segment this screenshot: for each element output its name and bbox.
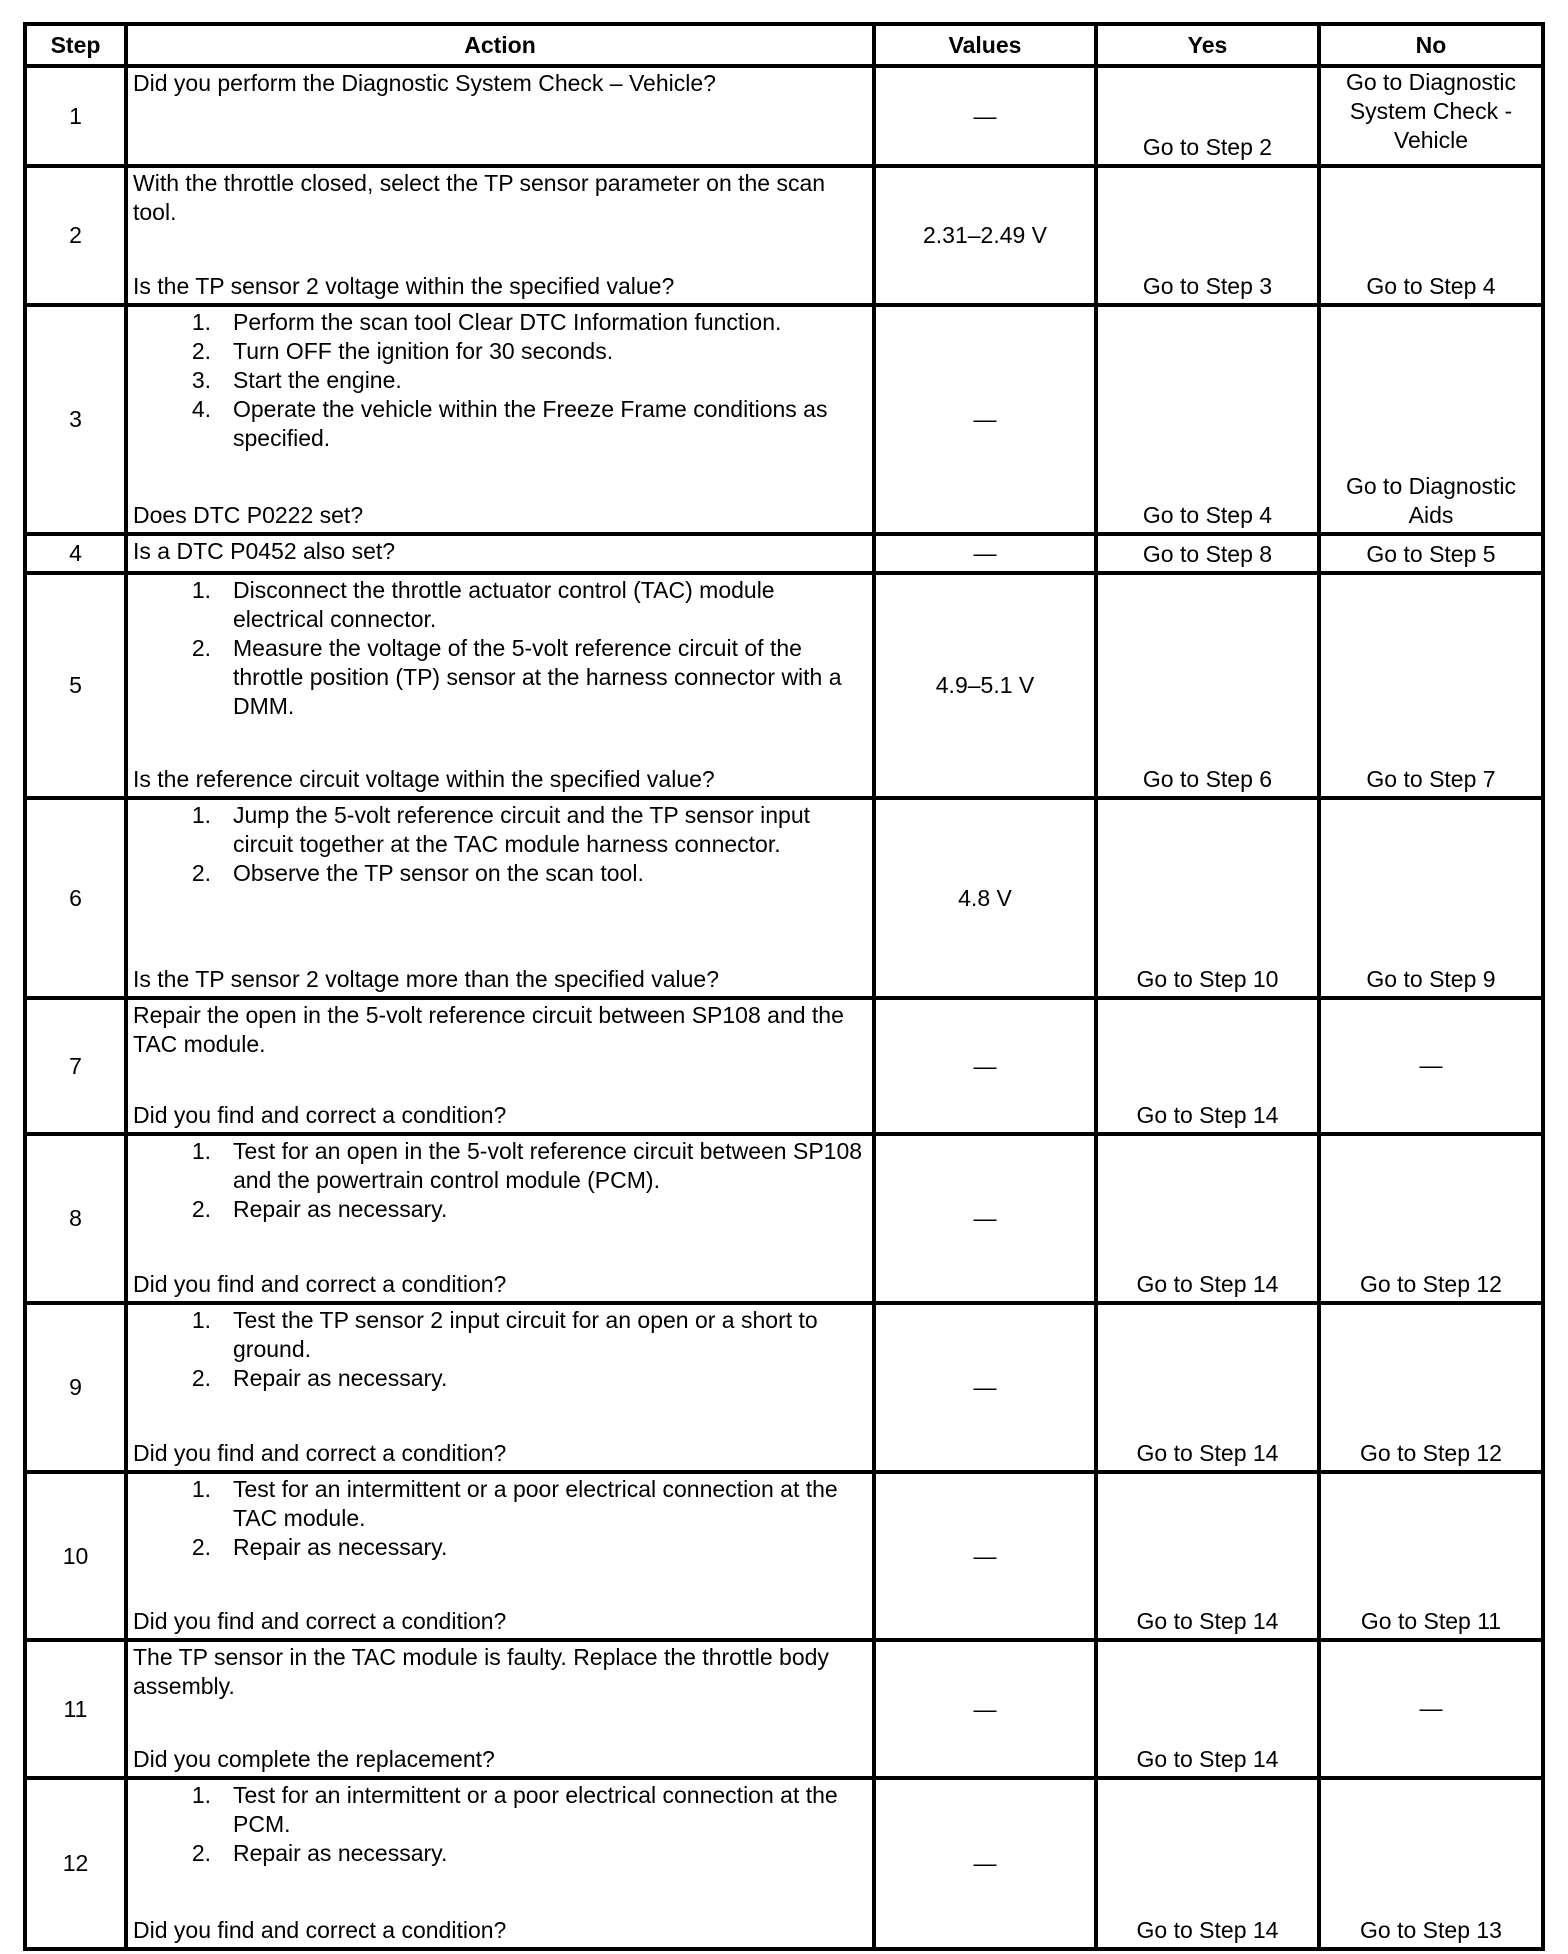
action-cell [126, 305, 874, 534]
yes-cell: Go to Step 8 [1096, 534, 1319, 573]
values-cell: — [874, 305, 1096, 534]
action-cell [126, 66, 874, 166]
table-row [25, 1303, 1543, 1472]
values-cell: — [874, 998, 1096, 1134]
list-number: 4. [191, 396, 211, 422]
header-yes: Yes [1096, 24, 1319, 66]
action-list-item [133, 576, 867, 634]
list-text: Operate the vehicle within the Freeze Frame conditions as specified. [233, 396, 828, 451]
table-row [25, 534, 1543, 573]
action-question: Is the TP sensor 2 voltage within the specified value? [133, 273, 675, 299]
step-cell: 11 [25, 1640, 126, 1778]
step-cell: 8 [25, 1134, 126, 1303]
action-steps [133, 576, 867, 721]
list-number: 1. [191, 1138, 211, 1164]
list-number: 2. [191, 1365, 211, 1391]
action-text: With the throttle closed, select the TP sensor parameter on the scan tool. [133, 170, 826, 225]
no-cell: Go to Diagnostic System Check - Vehicle [1319, 66, 1543, 166]
yes-cell: Go to Step 14 [1096, 1303, 1319, 1472]
action-content [128, 536, 872, 571]
step-cell: 10 [25, 1472, 126, 1640]
action-content [128, 575, 872, 796]
values-cell: 4.8 V [874, 798, 1096, 998]
action-content [128, 1000, 872, 1132]
yes-cell: Go to Step 14 [1096, 1640, 1319, 1778]
action-list-item [133, 1137, 867, 1195]
action-question: Is the reference circuit voltage within the specified value? [133, 766, 715, 792]
table-row [25, 1640, 1543, 1778]
no-cell: Go to Step 12 [1319, 1303, 1543, 1472]
table-row [25, 305, 1543, 534]
action-cell [126, 1778, 874, 1949]
no-cell: Go to Diagnostic Aids [1319, 305, 1543, 534]
list-text: Jump the 5-volt reference circuit and the TP sensor input circuit together at the TAC module harness connector. [233, 802, 811, 857]
step-cell: 4 [25, 534, 126, 573]
action-cell [126, 998, 874, 1134]
action-cell [126, 1134, 874, 1303]
values-cell: — [874, 1134, 1096, 1303]
action-steps [133, 1781, 867, 1868]
list-text: Test for an intermittent or a poor electrical connection at the TAC module. [233, 1476, 838, 1531]
action-cell [126, 798, 874, 998]
action-list-item [133, 1839, 867, 1868]
step-cell: 12 [25, 1778, 126, 1949]
action-list [133, 1781, 867, 1868]
action-question: Did you find and correct a condition? [133, 1271, 507, 1297]
table-row [25, 1134, 1543, 1303]
values-cell: — [874, 1778, 1096, 1949]
step-cell: 2 [25, 166, 126, 305]
action-list-item [133, 634, 867, 721]
values-cell: — [874, 534, 1096, 573]
action-steps [133, 1643, 867, 1701]
action-list [133, 801, 867, 888]
no-cell: Go to Step 4 [1319, 166, 1543, 305]
action-content [128, 1136, 872, 1301]
action-content [128, 307, 872, 532]
action-content [128, 1780, 872, 1947]
action-list-item [133, 801, 867, 859]
action-question: Does DTC P0222 set? [133, 502, 364, 528]
no-cell: Go to Step 5 [1319, 534, 1543, 573]
list-text: Measure the voltage of the 5-volt reference circuit of the throttle position (TP) sensor at the harness connector with a DMM. [233, 635, 842, 719]
action-list-item [133, 337, 867, 366]
action-list-item [133, 366, 867, 395]
values-cell: 4.9–5.1 V [874, 573, 1096, 798]
list-number: 2. [191, 1534, 211, 1560]
yes-cell: Go to Step 14 [1096, 1778, 1319, 1949]
action-list [133, 576, 867, 721]
no-cell: Go to Step 12 [1319, 1134, 1543, 1303]
list-text: Turn OFF the ignition for 30 seconds. [233, 338, 614, 364]
list-number: 2. [191, 635, 211, 661]
list-number: 1. [191, 1307, 211, 1333]
action-question: Is the TP sensor 2 voltage more than the specified value? [133, 966, 720, 992]
table-row [25, 573, 1543, 798]
header-step: Step [25, 24, 126, 66]
list-number: 1. [191, 1476, 211, 1502]
list-text: Test the TP sensor 2 input circuit for an open or a short to ground. [233, 1307, 818, 1362]
action-list-item [133, 1195, 867, 1224]
yes-cell: Go to Step 10 [1096, 798, 1319, 998]
step-cell: 6 [25, 798, 126, 998]
table-row [25, 998, 1543, 1134]
action-cell [126, 1303, 874, 1472]
action-cell [126, 534, 874, 573]
list-number: 2. [191, 1840, 211, 1866]
action-content [128, 1305, 872, 1470]
list-number: 3. [191, 367, 211, 393]
action-question: Did you complete the replacement? [133, 1746, 495, 1772]
values-cell: — [874, 66, 1096, 166]
list-text: Disconnect the throttle actuator control (TAC) module electrical connector. [233, 577, 775, 632]
yes-cell: Go to Step 2 [1096, 66, 1319, 166]
list-number: 2. [191, 1196, 211, 1222]
action-question: Did you find and correct a condition? [133, 1917, 507, 1943]
values-cell: 2.31–2.49 V [874, 166, 1096, 305]
header-action: Action [126, 24, 874, 66]
table-row [25, 1472, 1543, 1640]
action-steps [133, 308, 867, 453]
action-list-item [133, 1364, 867, 1393]
action-list [133, 1475, 867, 1562]
yes-cell: Go to Step 14 [1096, 1134, 1319, 1303]
action-content [128, 1474, 872, 1638]
list-text: Perform the scan tool Clear DTC Information function. [233, 309, 782, 335]
action-list-item [133, 308, 867, 337]
list-text: Repair as necessary. [233, 1365, 448, 1391]
action-cell [126, 1472, 874, 1640]
action-steps [133, 169, 867, 227]
yes-cell: Go to Step 4 [1096, 305, 1319, 534]
action-steps [133, 1137, 867, 1224]
action-list-item [133, 1533, 867, 1562]
no-cell: Go to Step 7 [1319, 573, 1543, 798]
no-cell: — [1319, 998, 1543, 1134]
yes-cell: Go to Step 14 [1096, 998, 1319, 1134]
list-text: Observe the TP sensor on the scan tool. [233, 860, 644, 886]
header-row [25, 24, 1543, 66]
action-cell [126, 166, 874, 305]
action-cell [126, 573, 874, 798]
list-number: 1. [191, 1782, 211, 1808]
diagnostic-table [23, 22, 1545, 1951]
action-content [128, 1642, 872, 1776]
step-cell: 3 [25, 305, 126, 534]
action-question: Did you find and correct a condition? [133, 1440, 507, 1466]
yes-cell: Go to Step 6 [1096, 573, 1319, 798]
action-text: Repair the open in the 5-volt reference circuit between SP108 and the TAC module. [133, 1002, 844, 1057]
list-number: 1. [191, 802, 211, 828]
action-steps [133, 1306, 867, 1393]
header-values: Values [874, 24, 1096, 66]
values-cell: — [874, 1303, 1096, 1472]
table-body [25, 66, 1543, 1949]
list-number: 1. [191, 309, 211, 335]
action-question: Did you find and correct a condition? [133, 1102, 507, 1128]
action-list-item [133, 395, 867, 453]
action-content [128, 168, 872, 303]
action-steps [133, 537, 867, 566]
action-steps [133, 69, 867, 98]
action-text: Is a DTC P0452 also set? [133, 538, 396, 564]
no-cell: Go to Step 13 [1319, 1778, 1543, 1949]
action-list-item [133, 1475, 867, 1533]
table-row [25, 798, 1543, 998]
values-cell: — [874, 1640, 1096, 1778]
action-list [133, 1306, 867, 1393]
action-text: Did you perform the Diagnostic System Check – Vehicle? [133, 70, 716, 96]
action-steps [133, 1475, 867, 1562]
list-text: Start the engine. [233, 367, 402, 393]
yes-cell: Go to Step 14 [1096, 1472, 1319, 1640]
list-number: 1. [191, 577, 211, 603]
list-text: Repair as necessary. [233, 1534, 448, 1560]
header-no: No [1319, 24, 1543, 66]
table-row [25, 1778, 1543, 1949]
list-number: 2. [191, 860, 211, 886]
values-cell: — [874, 1472, 1096, 1640]
no-cell: Go to Step 11 [1319, 1472, 1543, 1640]
action-text: The TP sensor in the TAC module is faulty. Replace the throttle body assembly. [133, 1644, 829, 1699]
list-text: Repair as necessary. [233, 1196, 448, 1222]
action-steps [133, 801, 867, 888]
action-content [128, 800, 872, 996]
action-list [133, 308, 867, 453]
action-question: Did you find and correct a condition? [133, 1608, 507, 1634]
list-text: Repair as necessary. [233, 1840, 448, 1866]
action-list [133, 1137, 867, 1224]
step-cell: 9 [25, 1303, 126, 1472]
list-text: Test for an intermittent or a poor electrical connection at the PCM. [233, 1782, 838, 1837]
step-cell: 1 [25, 66, 126, 166]
action-list-item [133, 859, 867, 888]
yes-cell: Go to Step 3 [1096, 166, 1319, 305]
action-list-item [133, 1306, 867, 1364]
no-cell: Go to Step 9 [1319, 798, 1543, 998]
list-number: 2. [191, 338, 211, 364]
action-content [128, 68, 872, 164]
action-steps [133, 1001, 867, 1059]
action-cell [126, 1640, 874, 1778]
action-list-item [133, 1781, 867, 1839]
step-cell: 5 [25, 573, 126, 798]
table-row [25, 166, 1543, 305]
list-text: Test for an open in the 5-volt reference circuit between SP108 and the powertrain control module (PCM). [233, 1138, 863, 1193]
step-cell: 7 [25, 998, 126, 1134]
table-row [25, 66, 1543, 166]
no-cell: — [1319, 1640, 1543, 1778]
